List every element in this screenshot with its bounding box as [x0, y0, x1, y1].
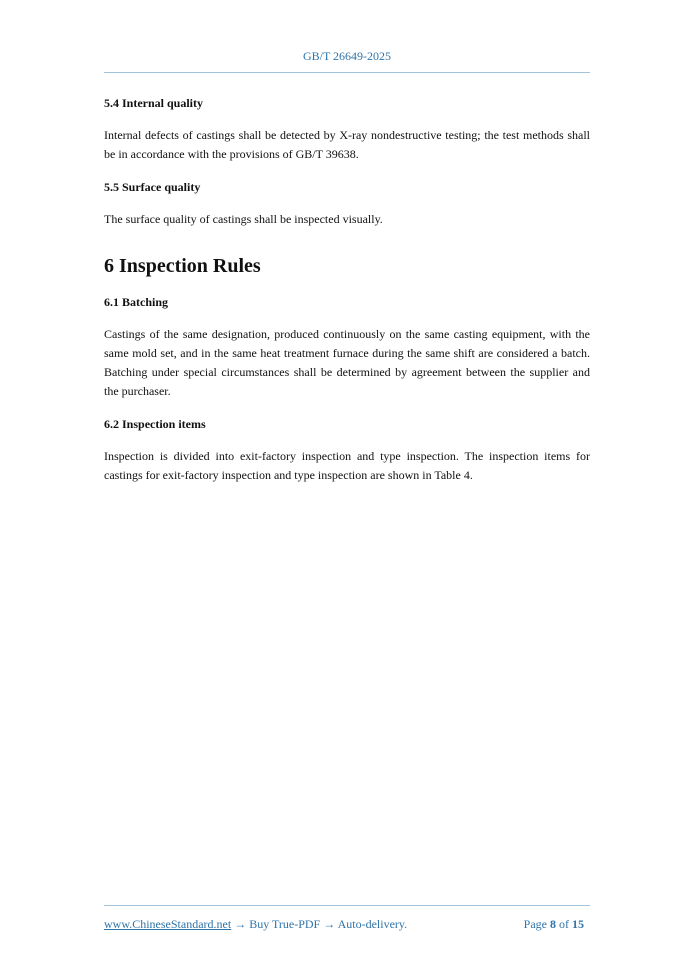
section-6-1-text: Castings of the same designation, produced continuously on the same casting equipment, with the same mold set, and in the same heat treatment furnace during the same shift are considered a batch. Batching under special circumstances shall be determined by agreement between the supplier and the purchaser. — [104, 327, 590, 398]
header-divider — [104, 72, 590, 73]
page-total: 15 — [572, 917, 584, 931]
page-number: 8 — [550, 917, 556, 931]
section-6-heading: 6 Inspection Rules — [104, 255, 261, 277]
document-code: GB/T 26649-2025 — [302, 49, 392, 63]
section-5-4-text: Internal defects of castings shall be detected by X-ray nondestructive testing; the test methods shall be in accordance with the provisions of GB/T 39638. — [104, 128, 590, 161]
running-header — [104, 48, 590, 64]
section-5-4-heading: 5.4 Internal quality — [104, 96, 204, 110]
footer-promo — [104, 915, 407, 933]
arrow-right-icon: → — [323, 917, 336, 931]
section-5-5-text: The surface quality of castings shall be inspected visually. — [104, 212, 383, 226]
section-6-1-heading: 6.1 Batching — [104, 295, 169, 309]
section-6-2-heading: 6.2 Inspection items — [104, 417, 206, 431]
section-6-2-text: Inspection is divided into exit-factory inspection and type inspection. The inspection items for castings for exit-factory inspection and type inspection are shown in Table 4. — [104, 449, 590, 482]
website-link[interactable]: www.ChineseStandard.net — [104, 917, 232, 931]
page-counter — [524, 915, 584, 933]
section-5-5-heading: 5.5 Surface quality — [104, 180, 201, 194]
page-footer — [104, 915, 590, 933]
of-label: of — [559, 917, 569, 931]
buy-pdf-text: Buy True-PDF — [249, 917, 321, 931]
page-label: Page — [523, 917, 547, 931]
arrow-right-icon: → — [234, 917, 247, 931]
document-body — [104, 94, 590, 499]
auto-delivery-text: Auto-delivery. — [337, 917, 408, 931]
footer-divider — [104, 905, 590, 906]
